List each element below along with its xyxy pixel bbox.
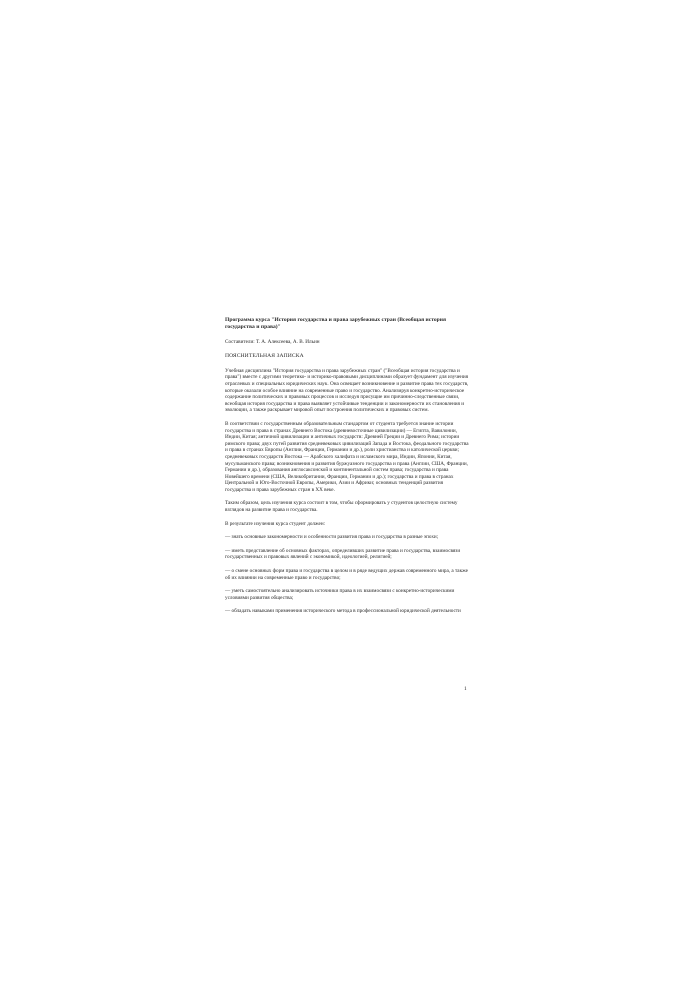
document-title: Программа курса "История государства и права зарубежных стран (Всеобщая история государства и права)" [225, 317, 447, 330]
paragraph: В соответствии с государственным образовательным стандартом от студента требуется знание истории государства и права в странах Древнего Востока (древневосточные цивилизации) — Египта, Вавилонии, Индии, Китая; античной цивилизации и античных государств: Древней Греции и Древнего Рима; истории римского права; двух путей развития средневековых цивилизаций Запада и Востока, феодального государства и права в странах Европы (Англии, Франции, Германии и др.), роли христианства и католической церкви; средневековых государств Востока — Арабского халифата и исламского мира, Индии, Японии, Китая, мусульманского права; возникновения и развития буржуазного государства и права (Англии, США, Франции, Германии и др.), образования англосаксонской и континентальной систем права; государства и права Новейшего времени (США, Великобритании, Франции, Германии и др.); государства и права в странах Центральной и Юго-Восточной Европы, Америки, Азии и Африки; основных тенденций развития государства и права зарубежных стран в XX веке. [225, 420, 469, 493]
paragraph: Таким образом, цель изучения курса состоит в том, чтобы сформировать у студентов целостную систему взглядов на развитие права и государства. [225, 500, 458, 514]
list-item: — иметь представление об основных факторах, определивших развитие права и государства, взаимосвязи государственных и правовых явлений с экономикой, идеологией, религией; [225, 547, 461, 561]
document-body [225, 317, 470, 622]
document-authors: Составители: Т. А. Алексеева, А. В. Ильин [225, 338, 320, 345]
list-item: — знать основные закономерности и особенности развития права и государства в разные эпохи; [225, 534, 439, 541]
list-item: — обладать навыками применения исторического метода в профессиональной юридической деятельности [225, 608, 461, 615]
paragraph: В результате изучения курса студент должен: [225, 520, 326, 527]
section-heading: ПОЯСНИТЕЛЬНАЯ ЗАПИСКА [225, 353, 304, 360]
list-item: — о смене основных форм права и государства в целом и в ряде ведущих держав современного мира, а также об их влиянии на современные право и государство; [225, 568, 468, 581]
list-item: — уметь самостоятельно анализировать источники права в их взаимосвязи с конкретно-историческими условиями развития общества; [225, 588, 455, 601]
page-number: 1 [464, 686, 467, 692]
paragraph: Учебная дисциплина "История государства и права зарубежных стран" ("Всеобщая история государства и права") вместе с другими теоретико- и историко-правовыми дисциплинами образует фундамент для изучения отраслевых и специальных юридических наук. Она освещает возникновение и развитие права тех государств, которые оказали особое влияние на современные право и государство. Анализируя конкретно-историческое содержание политических и правовых процессов и исследуя присущие им причинно-следственные связи, всеобщая история государства и права выявляет устойчивые тенденции и закономерности их становления и эволюции, а также раскрывает мировой опыт построения политических и правовых систем. [225, 367, 469, 414]
